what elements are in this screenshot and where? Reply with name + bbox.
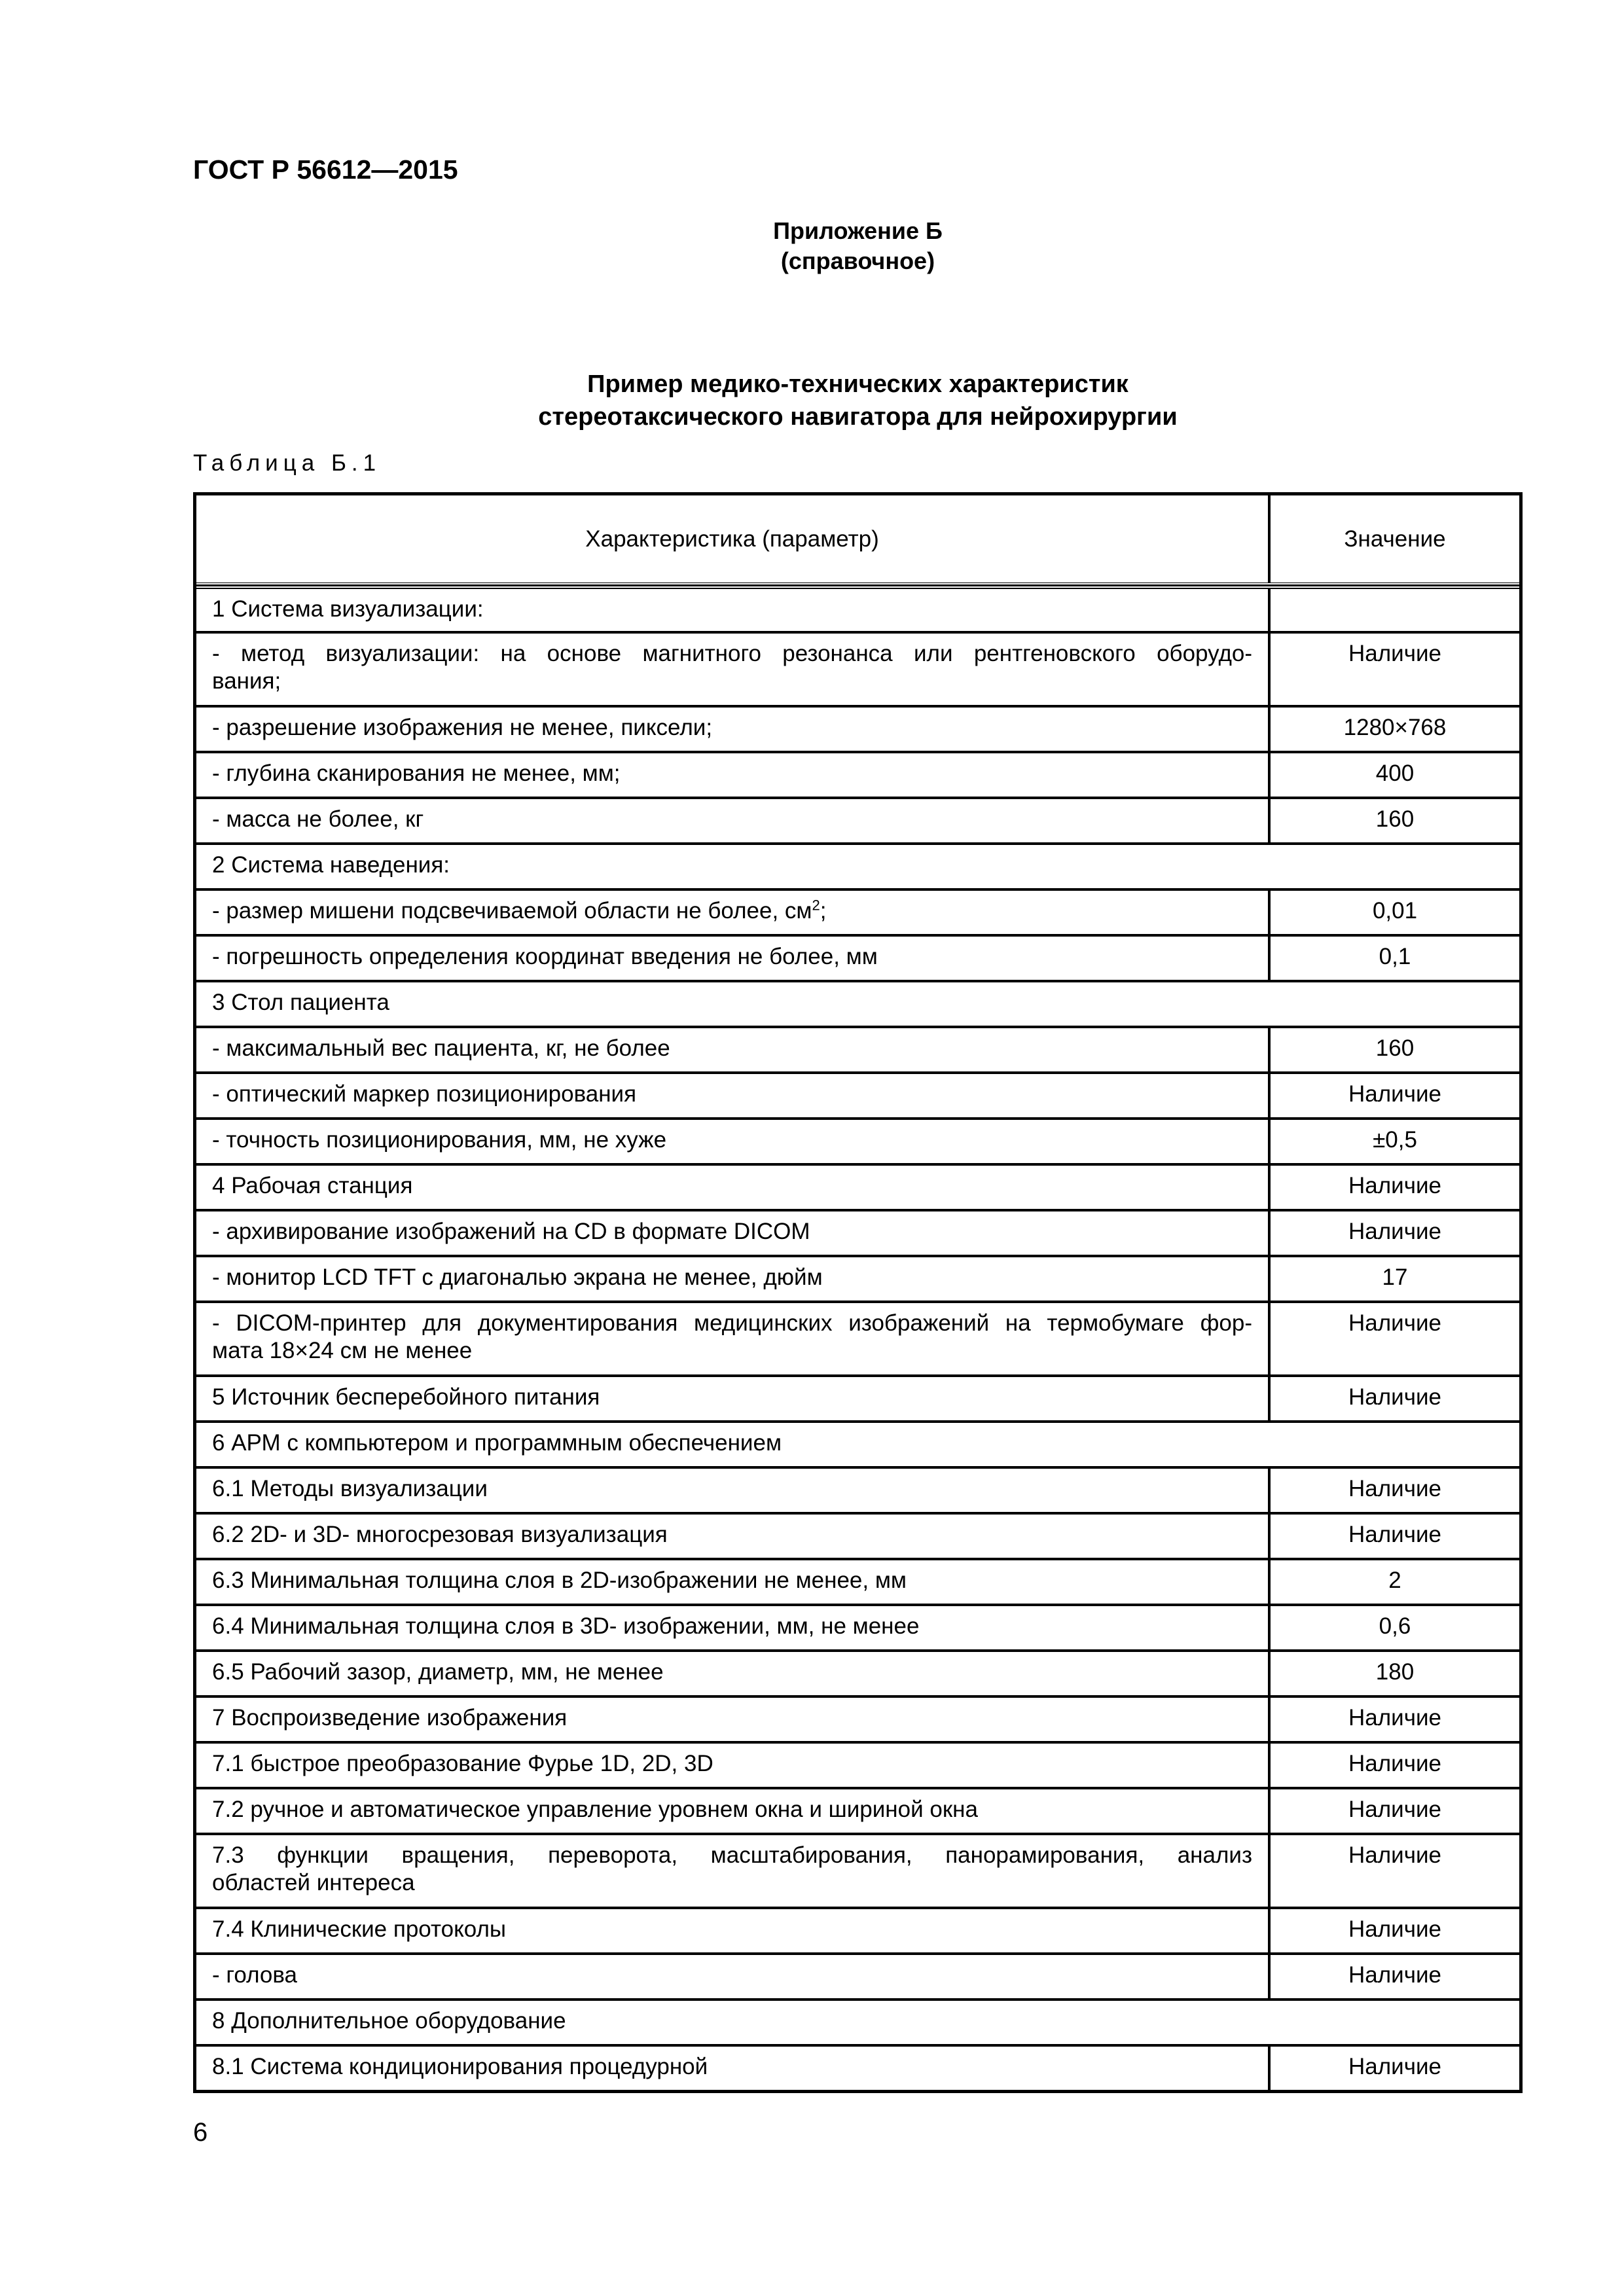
table-row	[196, 1907, 1519, 1952]
table-row	[196, 1209, 1519, 1255]
table-row	[196, 797, 1519, 842]
value-cell: 17	[1382, 1265, 1408, 1290]
value-cell: Наличие	[1348, 1384, 1441, 1410]
parameter-text: 6 АРМ с компьютером и программным обеспечением	[212, 1430, 782, 1456]
value-cell	[1271, 589, 1519, 631]
parameter-cell	[196, 799, 1271, 842]
table-row	[196, 1695, 1519, 1741]
parameter-cell	[196, 2001, 1519, 2044]
parameter-text: 6.3 Минимальная толщина слоя в 2D-изображении не менее, мм	[212, 1568, 907, 1593]
parameter-text: - погрешность определения координат введения не более, мм	[212, 944, 878, 969]
parameter-cell	[196, 1789, 1271, 1833]
value-cell: ±0,5	[1373, 1127, 1417, 1153]
table-row	[196, 1741, 1519, 1787]
page-number: 6	[193, 2118, 208, 2147]
document-code: ГОСТ Р 56612—2015	[193, 154, 458, 185]
value-cell: Наличие	[1348, 1705, 1441, 1731]
parameter-cell	[196, 1211, 1271, 1255]
table-header-row	[196, 495, 1519, 585]
title-line-1: Пример медико-технических характеристик	[587, 370, 1128, 398]
value-cell: Наличие	[1348, 641, 1441, 666]
table-row	[196, 1071, 1519, 1117]
parameter-cell	[196, 937, 1271, 980]
parameter-text: - архивирование изображений на CD в формате DICOM	[212, 1219, 810, 1244]
table-row	[196, 2044, 1519, 2090]
value-cell: 1280×768	[1343, 715, 1447, 740]
parameter-cell	[196, 1698, 1271, 1741]
parameter-cell	[196, 891, 1271, 934]
table-row	[196, 1255, 1519, 1300]
parameter-cell	[196, 1028, 1271, 1071]
parameter-text: 8.1 Система кондиционирования процедурной	[212, 2054, 708, 2079]
value-cell: 400	[1375, 761, 1415, 786]
parameter-cell	[196, 708, 1271, 751]
parameter-text: - DICOM-принтер для документирования медицинских изображений на термобумаге фор-	[212, 1310, 1252, 1336]
superscript: 2	[812, 897, 820, 914]
spec-table	[193, 492, 1523, 2093]
value-cell: Наличие	[1348, 1310, 1441, 1336]
table-row	[196, 1604, 1519, 1649]
table-row	[196, 1512, 1519, 1558]
parameter-text: 6.1 Методы визуализации	[212, 1476, 488, 1501]
table-row	[196, 1026, 1519, 1071]
parameter-cell	[196, 1955, 1271, 1998]
value-cell: 160	[1375, 806, 1415, 832]
table-row	[196, 842, 1519, 888]
parameter-text: 2 Система наведения:	[212, 852, 450, 878]
annex-type: (справочное)	[780, 247, 935, 274]
parameter-text: 6.5 Рабочий зазор, диаметр, мм, не менее	[212, 1659, 664, 1685]
parameter-cell	[196, 1469, 1271, 1512]
title-line-2: стереотаксического навигатора для нейрохирургии	[538, 403, 1178, 431]
value-cell: Наличие	[1348, 1476, 1441, 1501]
value-cell: 0,6	[1379, 1613, 1411, 1639]
annex-heading	[193, 216, 1523, 276]
parameter-cell	[196, 1377, 1271, 1420]
table-row	[196, 888, 1519, 934]
parameter-cell	[196, 2047, 1271, 2090]
parameter-cell	[196, 1652, 1271, 1695]
parameter-text-suffix: ;	[820, 898, 827, 924]
parameter-text: - глубина сканирования не менее, мм;	[212, 761, 621, 786]
value-cell: Наличие	[1348, 2054, 1441, 2079]
parameter-text: мата 18×24 см не менее	[212, 1338, 473, 1363]
table-row	[196, 1787, 1519, 1833]
table-row	[196, 934, 1519, 980]
value-cell: Наличие	[1348, 1916, 1441, 1942]
parameter-cell	[196, 1515, 1271, 1558]
parameter-cell	[196, 1423, 1519, 1466]
parameter-text: - точность позиционирования, мм, не хуже	[212, 1127, 667, 1153]
parameter-text: - масса не более, кг	[212, 806, 424, 832]
header-value: Значение	[1344, 526, 1446, 552]
table-row	[196, 1558, 1519, 1604]
parameter-text: - оптический маркер позиционирования	[212, 1081, 637, 1107]
parameter-text: 7.1 быстрое преобразование Фурье 1D, 2D, 3D	[212, 1751, 713, 1776]
table-row	[196, 1420, 1519, 1466]
parameter-cell	[196, 1909, 1271, 1952]
value-cell: Наличие	[1348, 1081, 1441, 1107]
parameter-cell	[196, 1074, 1271, 1117]
parameter-cell	[196, 1120, 1271, 1163]
parameter-text: - разрешение изображения не менее, пиксели;	[212, 715, 713, 740]
parameter-text: 1 Система визуализации:	[212, 596, 484, 622]
annex-title: Приложение Б	[773, 217, 943, 244]
parameter-cell	[196, 845, 1519, 888]
value-cell: 2	[1388, 1568, 1401, 1593]
value-cell: 0,1	[1379, 944, 1411, 969]
parameter-text: - метод визуализации: на основе магнитного резонанса или рентгеновского оборудо-	[212, 641, 1252, 666]
parameter-text: 6.2 2D- и 3D- многосрезовая визуализация	[212, 1522, 668, 1547]
table-row	[196, 1374, 1519, 1420]
parameter-text: - голова	[212, 1962, 298, 1988]
table-row	[196, 631, 1519, 705]
table-row	[196, 705, 1519, 751]
value-cell: Наличие	[1348, 1219, 1441, 1244]
value-cell: Наличие	[1348, 1797, 1441, 1822]
parameter-cell	[196, 1744, 1271, 1787]
table-row	[196, 1998, 1519, 2044]
parameter-cell	[196, 1166, 1271, 1209]
parameter-cell	[196, 634, 1271, 705]
table-row	[196, 1117, 1519, 1163]
parameter-text: - монитор LCD TFT с диагональю экрана не менее, дюйм	[212, 1265, 823, 1290]
table-row	[196, 585, 1519, 631]
table-label: Таблица Б.1	[193, 450, 382, 476]
parameter-cell	[196, 1560, 1271, 1604]
parameter-text: 7.2 ручное и автоматическое управление уровнем окна и шириной окна	[212, 1797, 978, 1822]
value-cell: Наличие	[1348, 1751, 1441, 1776]
parameter-text: - размер мишени подсвечиваемой области не более, см	[212, 898, 812, 924]
parameter-cell	[196, 1835, 1271, 1907]
value-cell: Наличие	[1348, 1522, 1441, 1547]
table-row	[196, 1952, 1519, 1998]
table-row	[196, 980, 1519, 1026]
table-row	[196, 1300, 1519, 1374]
value-cell: Наличие	[1348, 1173, 1441, 1198]
parameter-text: 3 Стол пациента	[212, 990, 389, 1015]
table-row	[196, 1466, 1519, 1512]
parameter-text: вания;	[212, 668, 281, 694]
parameter-text: 6.4 Минимальная толщина слоя в 3D- изображении, мм, не менее	[212, 1613, 920, 1639]
value-cell: Наличие	[1348, 1842, 1441, 1868]
value-cell: 160	[1375, 1035, 1415, 1061]
table-row	[196, 1163, 1519, 1209]
header-parameter: Характеристика (параметр)	[196, 495, 1271, 583]
table-row	[196, 1833, 1519, 1907]
parameter-cell	[196, 589, 1271, 631]
parameter-text: 5 Источник бесперебойного питания	[212, 1384, 600, 1410]
parameter-cell	[196, 1257, 1271, 1300]
table-title	[193, 368, 1523, 433]
value-cell: 0,01	[1372, 898, 1418, 924]
parameter-text: 7 Воспроизведение изображения	[212, 1705, 568, 1731]
parameter-text: 7.3 функции вращения, переворота, масштабирования, панорамирования, анализ	[212, 1842, 1252, 1868]
parameter-cell	[196, 753, 1271, 797]
parameter-text: областей интереса	[212, 1870, 415, 1895]
parameter-text: 8 Дополнительное оборудование	[212, 2008, 566, 2034]
table-row	[196, 751, 1519, 797]
parameter-cell	[196, 1303, 1271, 1374]
parameter-cell	[196, 982, 1519, 1026]
parameter-cell	[196, 1606, 1271, 1649]
parameter-text: 7.4 Клинические протоколы	[212, 1916, 507, 1942]
table-row	[196, 1649, 1519, 1695]
value-cell: 180	[1375, 1659, 1415, 1685]
parameter-text: - максимальный вес пациента, кг, не более	[212, 1035, 670, 1061]
value-cell: Наличие	[1348, 1962, 1441, 1988]
parameter-text: 4 Рабочая станция	[212, 1173, 413, 1198]
